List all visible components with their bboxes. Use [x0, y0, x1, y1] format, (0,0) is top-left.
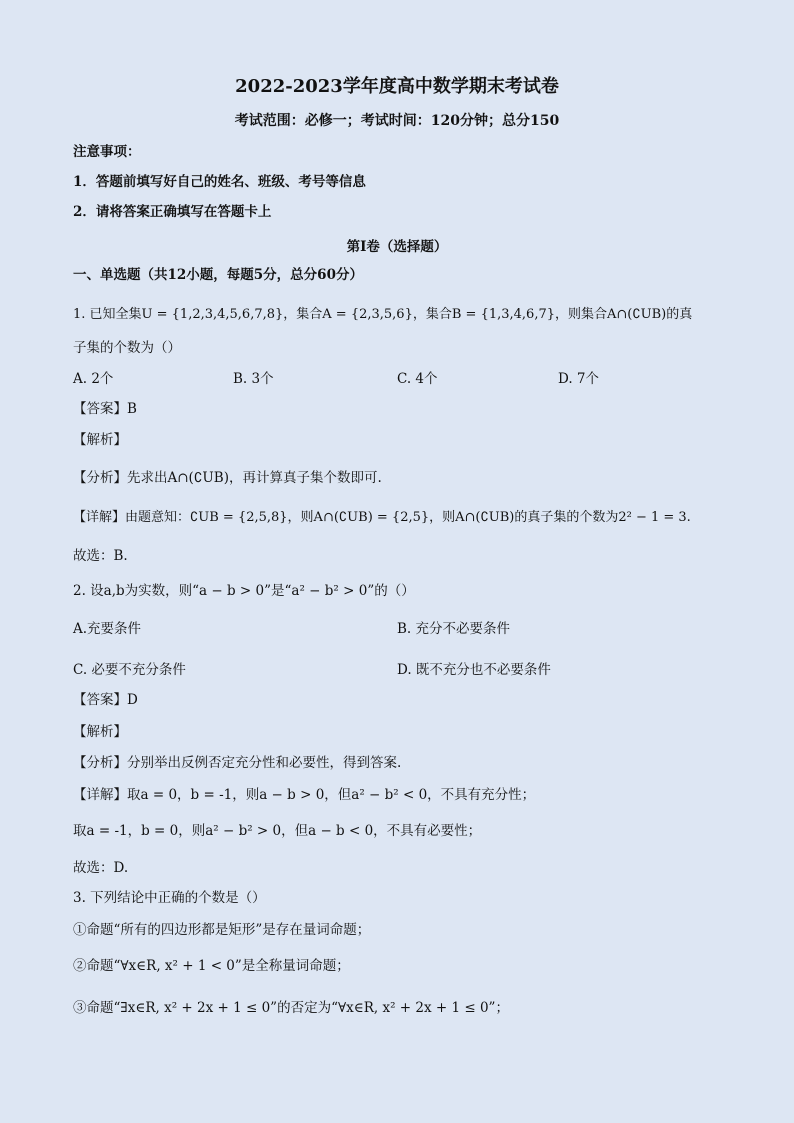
q2-answer: 【答案】D — [73, 692, 138, 708]
q2-detail: 【详解】取a = 0，b = -1，则a − b > 0，但a² − b² < 0，不具有充分性； — [73, 787, 536, 803]
q1-option-c: C. 4个 — [397, 371, 438, 387]
q2-stem: 2. 设a,b为实数，则“a − b > 0”是“a² − b² > 0”的（） — [73, 583, 415, 599]
notes-item-2: 2．请将答案正确填写在答题卡上 — [73, 204, 272, 220]
q1-analysis: 【分析】先求出A∩(∁UB)，再计算真子集个数即可. — [73, 470, 382, 486]
q2-jiexi: 【解析】 — [73, 724, 127, 740]
q2-detail-2: 取a = -1，b = 0，则a² − b² > 0，但a − b < 0，不具有必要性； — [73, 823, 482, 839]
q2-option-a: A.充要条件 — [73, 621, 142, 637]
notes-item-1: 1．答题前填写好自己的姓名、班级、考号等信息 — [73, 174, 366, 190]
q1-detail: 【详解】由题意知：∁UB = {2,5,8}，则A∩(∁UB) = {2,5}，则A∩(∁UB)的真子集的个数为2² − 1 = 3. — [73, 510, 691, 525]
q1-stem-line1: 1. 已知全集U = {1,2,3,4,5,6,7,8}，集合A = {2,3,5,6}，集合B = {1,3,4,6,7}，则集合A∩(∁UB)的真 — [73, 307, 693, 322]
q2-option-c: C. 必要不充分条件 — [73, 662, 186, 678]
section-volume: 第I卷（选择题） — [346, 239, 448, 255]
q1-option-a: A. 2个 — [73, 371, 114, 387]
q3-stem: 3. 下列结论中正确的个数是（） — [73, 890, 266, 906]
q1-stem-line2: 子集的个数为（） — [73, 340, 181, 356]
q2-analysis: 【分析】分别举出反例否定充分性和必要性，得到答案. — [73, 755, 402, 771]
q3-item-1: ①命题“所有的四边形都是矩形”是存在量词命题； — [73, 922, 371, 938]
exam-subtitle: 考试范围：必修一；考试时间：120分钟；总分150 — [234, 113, 560, 129]
q1-answer: 【答案】B — [73, 401, 137, 417]
q1-jiexi: 【解析】 — [73, 432, 127, 448]
q2-conclusion: 故选：D. — [73, 860, 129, 876]
q2-option-b: B. 充分不必要条件 — [397, 621, 511, 637]
q3-item-2: ②命题“∀x∈R, x² + 1 < 0”是全称量词命题； — [73, 958, 350, 974]
q1-option-b: B. 3个 — [233, 371, 274, 387]
exam-title: 2022-2023学年度高中数学期末考试卷 — [235, 76, 559, 97]
notes-heading: 注意事项： — [73, 144, 141, 160]
q1-conclusion: 故选：B. — [73, 548, 128, 564]
section-part: 一、单选题（共12小题，每题5分，总分60分） — [73, 267, 363, 283]
q1-option-d: D. 7个 — [558, 371, 600, 387]
q2-option-d: D. 既不充分也不必要条件 — [397, 662, 551, 678]
q3-item-3: ③命题“∃x∈R, x² + 2x + 1 ≤ 0”的否定为“∀x∈R, x² + 2x + 1 ≤ 0”； — [73, 1000, 509, 1016]
